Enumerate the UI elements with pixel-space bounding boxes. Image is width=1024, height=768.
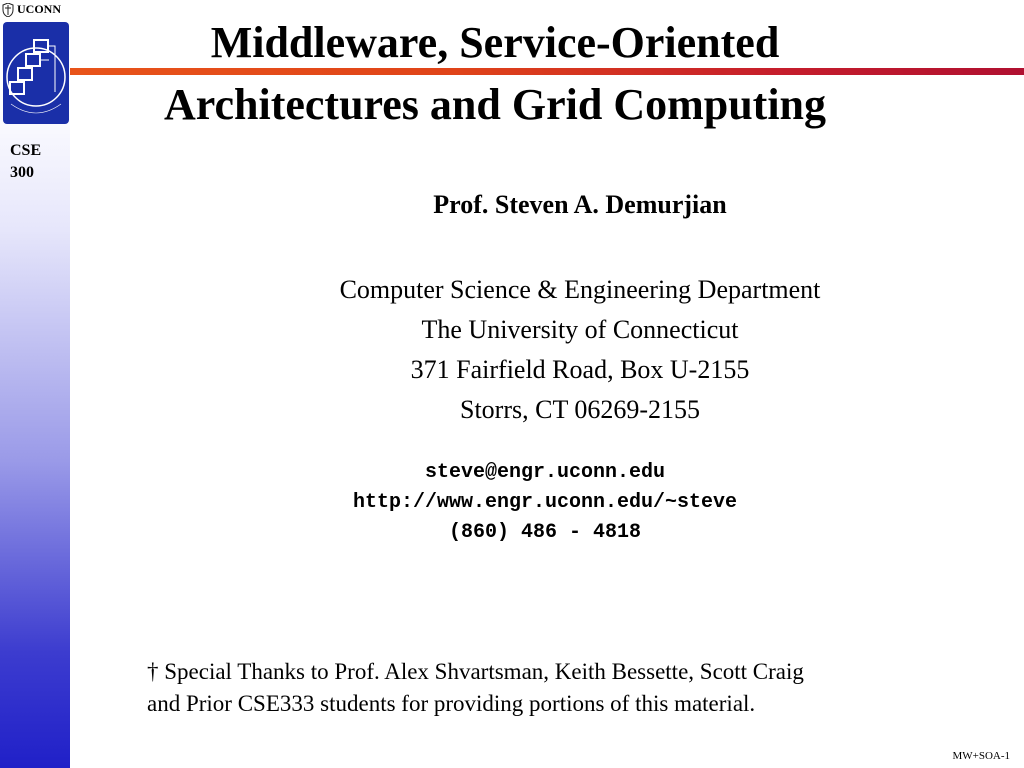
uconn-label: UCONN — [17, 2, 61, 16]
slide-number: MW+SOA-1 — [952, 750, 1010, 762]
title-line-1: Middleware, Service-Oriented — [210, 18, 780, 67]
contact-block — [195, 458, 895, 548]
slide-title — [0, 12, 1015, 136]
acknowledgement-line: and Prior CSE333 students for providing portions of this material. — [147, 691, 756, 716]
course-number: 300 — [10, 164, 34, 181]
acknowledgement — [147, 656, 987, 720]
author-name: Prof. Steven A. Demurjian — [433, 190, 727, 219]
homepage-link[interactable]: http://www.engr.uconn.edu/~steve — [352, 491, 738, 514]
address-line: 371 Fairfield Road, Box U-2155 — [410, 355, 750, 384]
acknowledgement-line: † Special Thanks to Prof. Alex Shvartsman, Keith Bessette, Scott Craig — [147, 659, 804, 684]
phone-number: (860) 486 - 4818 — [448, 521, 642, 544]
course-prefix: CSE — [10, 142, 42, 159]
address-line: Storrs, CT 06269-2155 — [459, 395, 701, 424]
address-line: Computer Science & Engineering Department — [339, 275, 821, 304]
address-block — [230, 270, 930, 430]
course-label — [10, 140, 41, 184]
address-line: The University of Connecticut — [421, 315, 739, 344]
email-link[interactable]: steve@engr.uconn.edu — [424, 461, 666, 484]
title-line-2: Architectures and Grid Computing — [163, 80, 827, 129]
